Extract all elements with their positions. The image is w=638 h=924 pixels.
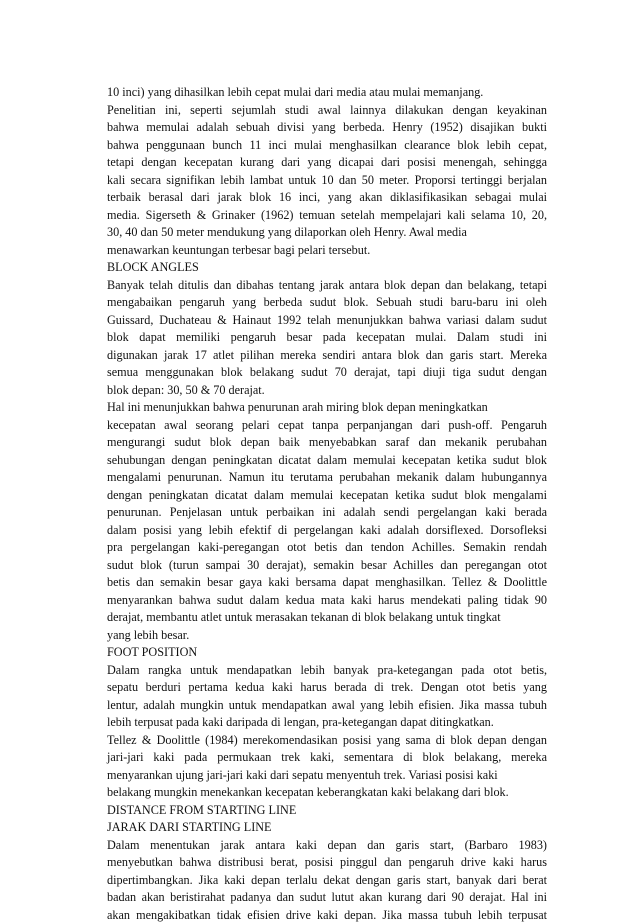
text-line: belakang mungkin menekankan kecepatan keberangkatan kaki belakang dari blok.	[107, 784, 547, 802]
text-line: semua menggunakan blok belakang sudut 70 derajat, tapi diuji tiga sudut dengan	[107, 364, 547, 382]
text-line: Dalam rangka untuk mendapatkan lebih banyak pra-ketegangan pada otot betis,	[107, 662, 547, 680]
text-line: menyebutkan bahwa distribusi berat, posisi pinggul dan pengaruh drive kaki harus	[107, 854, 547, 872]
text-line: Guissard, Duchateau & Hainaut 1992 telah menunjukkan bahwa variasi dalam sudut	[107, 312, 547, 330]
text-line: akan mengakibatkan tidak efisien drive kaki depan. Jika massa tubuh lebih terpusat	[107, 907, 547, 924]
text-line: Dalam menentukan jarak antara kaki depan dan garis start, (Barbaro 1983)	[107, 837, 547, 855]
text-line: mengalami penurunan. Namun itu terutama perubahan mekanik dalam hubungannya	[107, 469, 547, 487]
text-line: digunakan jarak 17 atlet pilihan mereka sendiri antara blok dan garis start. Mereka	[107, 347, 547, 365]
text-line: badan akan beristirahat padanya dan sudut lutut akan kurang dari 90 derajat. Hal ini	[107, 889, 547, 907]
section-heading-block-angles: BLOCK ANGLES	[107, 259, 547, 277]
text-line: media. Sigerseth & Grinaker (1962) temuan setelah mempelajari kali selama 10, 20,	[107, 207, 547, 225]
text-line: bahwa memulai adalah sebuah divisi yang berbeda. Henry (1952) disajikan bukti	[107, 119, 547, 137]
text-line: Penelitian ini, seperti sejumlah studi awal lainnya dilakukan dengan keyakinan	[107, 102, 547, 120]
text-line: mengabaikan pengaruh yang berbeda sudut blok. Sebuah studi baru-baru ini oleh	[107, 294, 547, 312]
text-line: dipertimbangkan. Jika kaki depan terlalu dekat dengan garis start, banyak dari berat	[107, 872, 547, 890]
text-line: dengan peningkatan dicatat dalam memulai kecepatan ketika sudut blok mengalami	[107, 487, 547, 505]
section-heading-foot-position: FOOT POSITION	[107, 644, 547, 662]
text-line: derajat, membantu atlet untuk merasakan tekanan di blok belakang untuk tingkat	[107, 609, 547, 627]
text-line: sehubungan dengan peningkatan dicatat dalam memulai kecepatan ketika sudut blok	[107, 452, 547, 470]
text-line: blok depan: 30, 50 & 70 derajat.	[107, 382, 547, 400]
text-line: Tellez & Doolittle (1984) merekomendasikan posisi yang sama di blok depan dengan	[107, 732, 547, 750]
text-line: blok dapat memiliki pengaruh besar pada kecepatan mulai. Dalam studi ini	[107, 329, 547, 347]
text-line: lebih terpusat pada kaki daripada di lengan, pra-ketegangan dapat ditingkatkan.	[107, 714, 547, 732]
text-line: menyarankan ujung jari-jari kaki dari sepatu menyentuh trek. Variasi posisi kaki	[107, 767, 547, 785]
text-line: menawarkan keuntungan terbesar bagi pelari tersebut.	[107, 242, 547, 260]
text-line: pra pergelangan kaki-peregangan otot betis dan tendon Achilles. Semakin rendah	[107, 539, 547, 557]
text-line: Hal ini menunjukkan bahwa penurunan arah miring blok depan meningkatkan	[107, 399, 547, 417]
text-line: betis dan semakin besar gaya kaki bersama dapat menghasilkan. Tellez & Doolittle	[107, 574, 547, 592]
text-line: tetapi dengan kecepatan kurang dari yang dicapai dari posisi menengah, sehingga	[107, 154, 547, 172]
text-line: 10 inci) yang dihasilkan lebih cepat mulai dari media atau mulai memanjang.	[107, 84, 547, 102]
text-line: kecepatan awal seorang pelari cepat tanpa perpanjangan dari push-off. Pengaruh	[107, 417, 547, 435]
text-line: dalam posisi yang lebih efektif di pergelangan kaki adalah dorsiflexed. Dorsofleksi	[107, 522, 547, 540]
text-line: bahwa penggunaan bunch 11 inci mulai menghasilkan clearance blok lebih cepat,	[107, 137, 547, 155]
section-heading-distance-from-starting-line: DISTANCE FROM STARTING LINE	[107, 802, 547, 820]
text-line: lentur, adalah mungkin untuk mendapatkan awal yang lebih efisien. Jika massa tubuh	[107, 697, 547, 715]
text-line: mengurangi sudut blok depan baik menyebabkan saraf dan mekanik perubahan	[107, 434, 547, 452]
body-text	[107, 84, 547, 924]
text-line: penurunan. Penjelasan untuk perbaikan ini adalah sendi pergelangan kaki berada	[107, 504, 547, 522]
text-line: sudut blok (turun sampai 30 derajat), semakin besar Achilles dan peregangan otot	[107, 557, 547, 575]
text-line: 30, 40 dan 50 meter mendukung yang dilaporkan oleh Henry. Awal media	[107, 224, 547, 242]
section-heading-jarak-dari-starting-line: JARAK DARI STARTING LINE	[107, 819, 547, 837]
text-line: sepatu berduri pertama kedua kaki harus berada di trek. Dengan otot betis yang	[107, 679, 547, 697]
text-line: menyarankan bahwa sudut dalam kedua mata kaki harus mendekati paling tidak 90	[107, 592, 547, 610]
text-line: kali secara signifikan lebih lambat untuk 10 dan 50 meter. Proporsi tertinggi berjalan	[107, 172, 547, 190]
text-line: terbaik berasal dari jarak blok 16 inci, yang akan diklasifikasikan sebagai mulai	[107, 189, 547, 207]
text-line: jari-jari kaki pada permukaan trek kaki, sementara di blok belakang, mereka	[107, 749, 547, 767]
text-line: Banyak telah ditulis dan dibahas tentang jarak antara blok depan dan belakang, tetapi	[107, 277, 547, 295]
text-line: yang lebih besar.	[107, 627, 547, 645]
